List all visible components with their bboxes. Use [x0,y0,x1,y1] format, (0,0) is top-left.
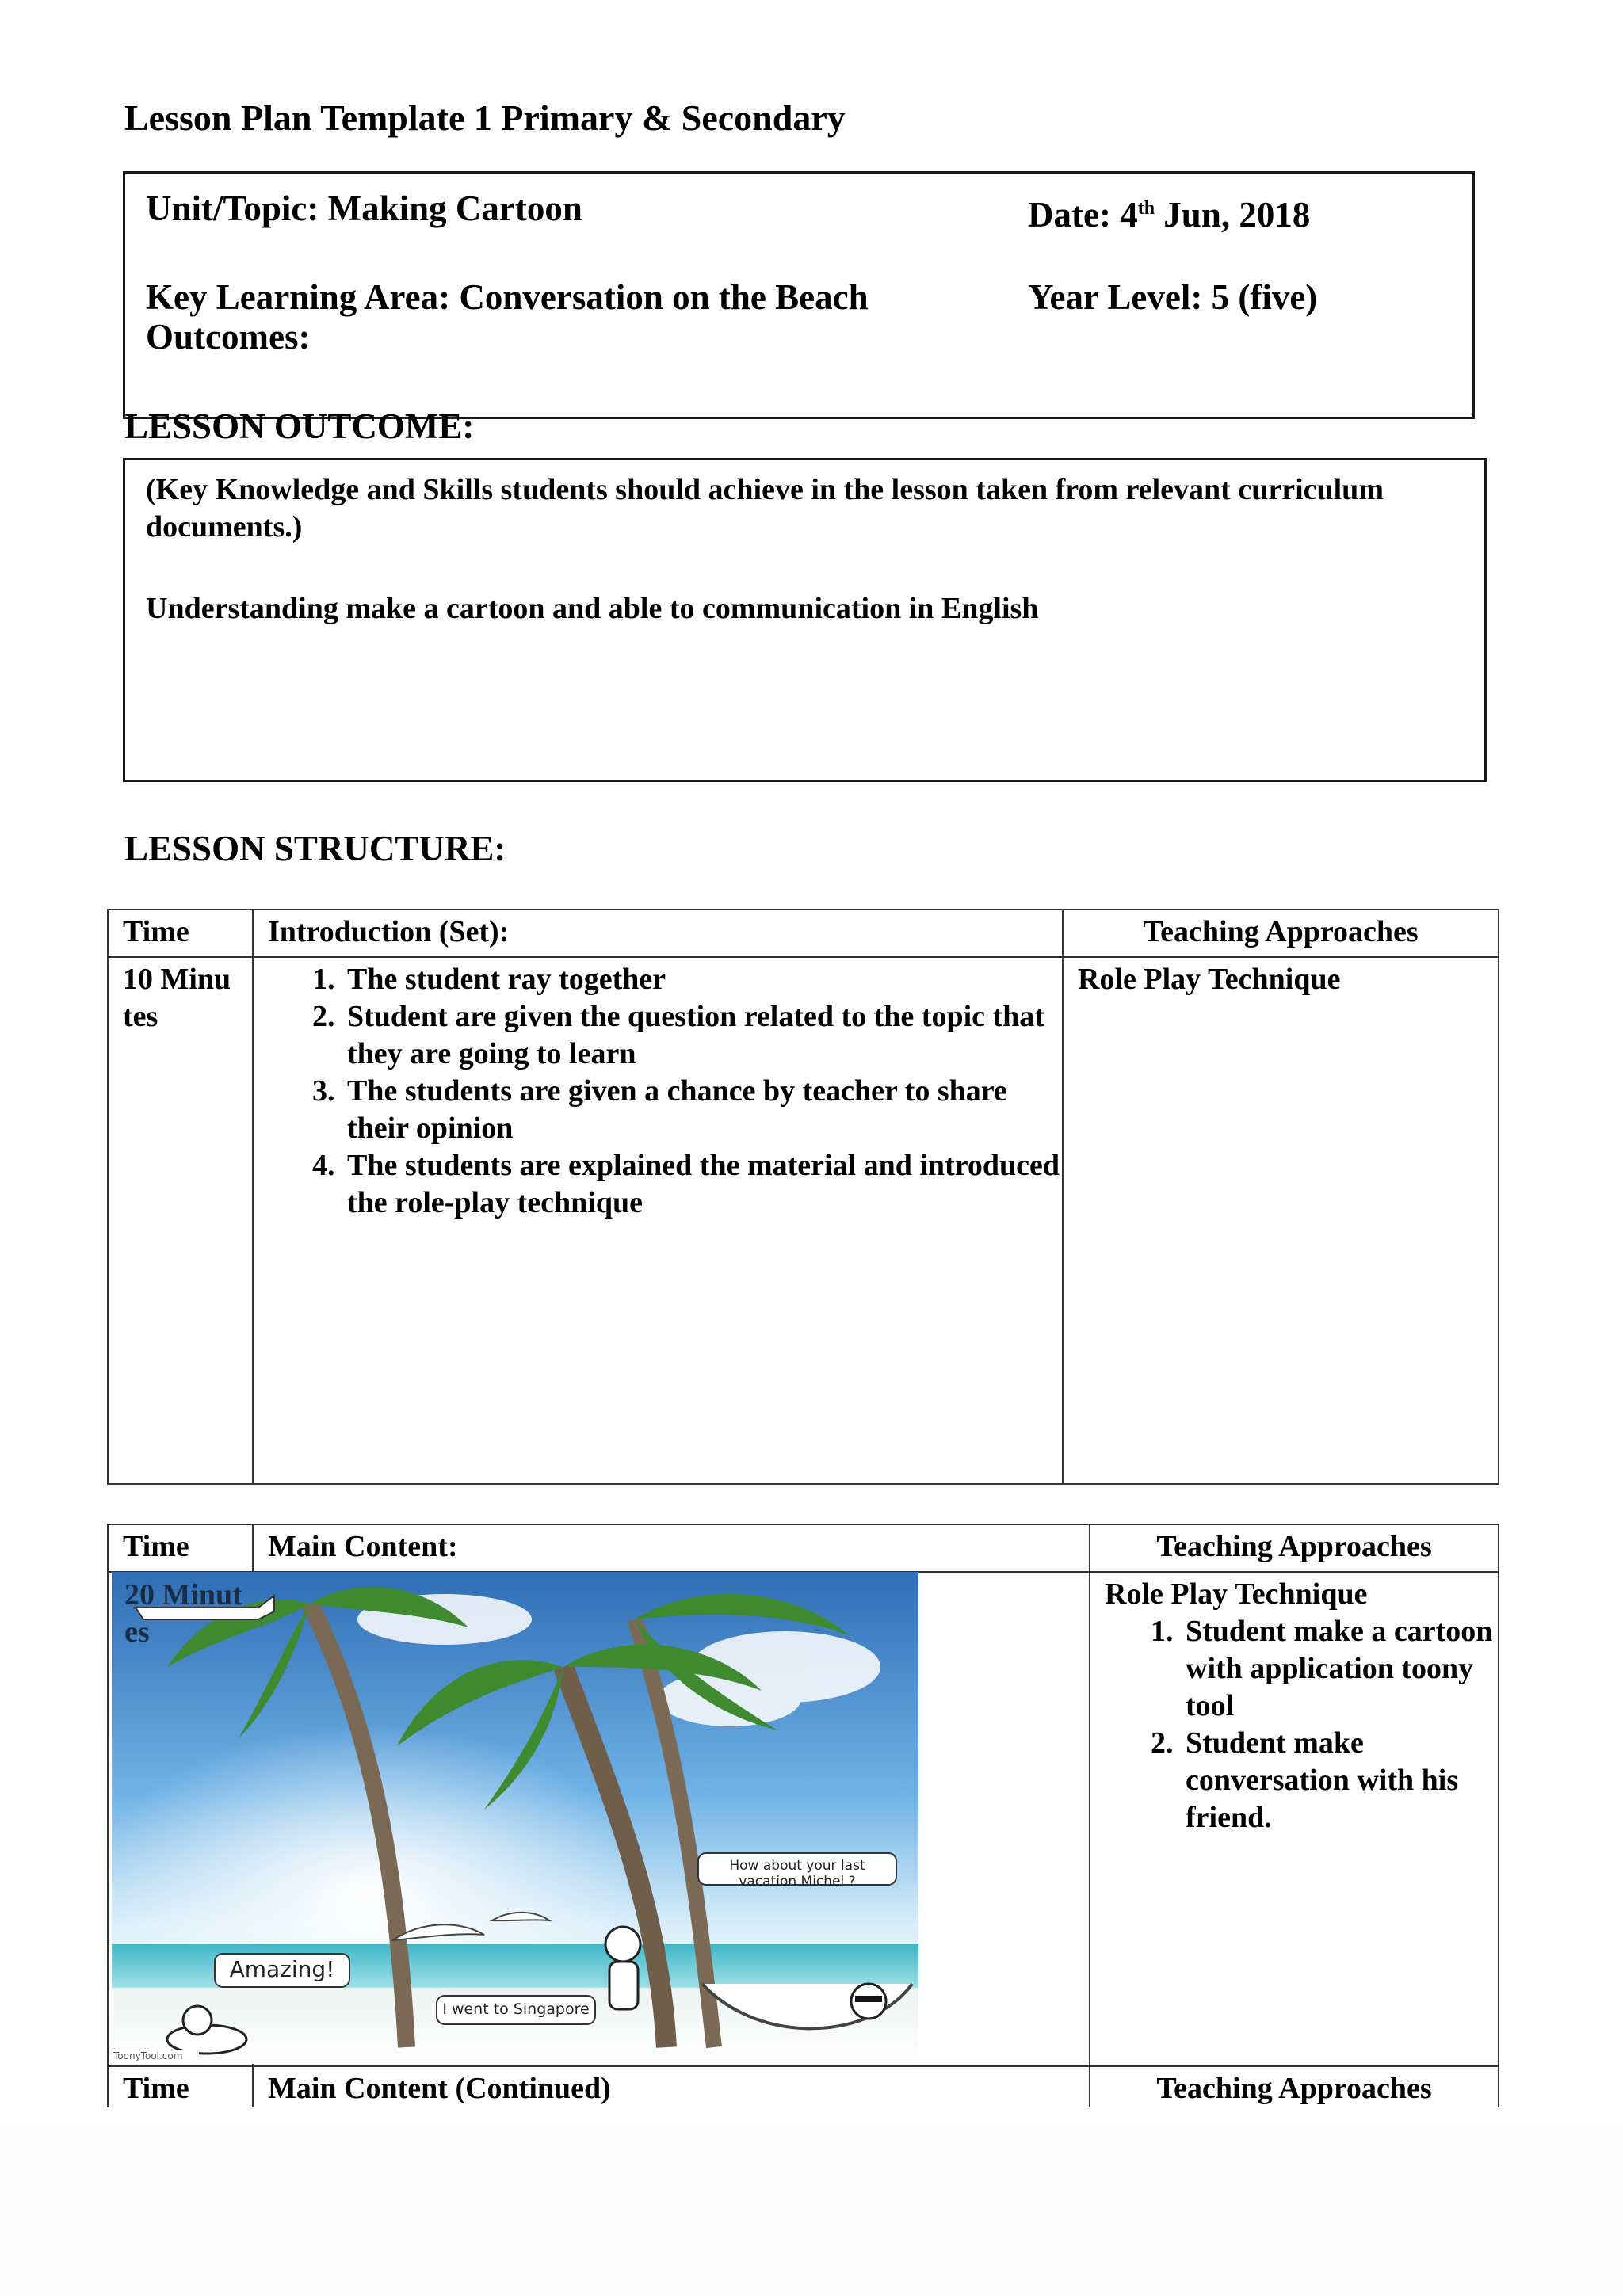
intro-steps-cell [253,957,1063,1484]
unit-topic: Unit/Topic: Making Cartoon [146,189,582,228]
date-suffix: Jun, 2018 [1155,195,1311,235]
document-title: Lesson Plan Template 1 Primary & Secondary [124,97,846,138]
continued-approach-header: Teaching Approaches [1090,2066,1499,2114]
intro-content-header: Introduction (Set): [253,910,1063,957]
intro-step: 4. The students are explained the material and introduced the role-play technique [342,1147,1062,1222]
intro-approach-cell: Role Play Technique [1063,957,1499,1484]
intro-step: 3. The students are given a chance by teacher to share their opinion [342,1073,1062,1147]
bubble-singapore: I went to Singapore [442,2000,590,2018]
outcomes-label: Outcomes: [146,317,311,357]
main-step: 1. Student make a cartoon with application toony tool [1181,1613,1498,1725]
introduction-table [107,909,1499,1485]
year-level: Year Level: 5 (five) [1028,277,1318,317]
outcome-note: (Key Knowledge and Skills students should achieve in the lesson taken from relevant curriculum documents.) [146,473,1384,543]
intro-step: 2. Student are given the question related to the topic that they are going to learn [342,998,1062,1073]
intro-time-cell: 10 Minutes [108,957,253,1484]
header-box [123,171,1475,419]
toonytool-watermark: ToonyTool.com [113,2050,183,2061]
main-steps-list [1090,1613,1498,1836]
lesson-structure-heading: LESSON STRUCTURE: [124,829,506,868]
date-prefix: Date: 4 [1028,195,1138,235]
intro-steps-list [254,958,1062,1222]
intro-time-header: Time [108,910,253,957]
key-learning-area: Key Learning Area: Conversation on the Beach [146,277,869,317]
main-step: 2. Student make conversation with his friend. [1181,1725,1498,1836]
outcome-text: Understanding make a cartoon and able to communication in English [146,592,1039,625]
lesson-outcome-heading: LESSON OUTCOME: [124,406,475,446]
main-approach-cell: Role Play Technique 1. Student make a cartoon with application toony tool 2. Student make conversation with his friend. [1090,1572,1499,2066]
main-time-header: Time [108,1524,253,1572]
main-approach-header: Teaching Approaches [1090,1524,1499,1572]
intro-step: 1. The student ray together [342,961,1062,998]
bubble-amazing: Amazing! [229,1956,335,1982]
continued-time-header: Time [108,2066,253,2114]
main-time-value: 20 Minutes [124,1578,242,1649]
intro-approach-header: Teaching Approaches [1063,910,1499,957]
continued-content-header: Main Content (Continued) [253,2066,1090,2114]
main-content-header: Main Content: [253,1524,1090,1572]
lesson-outcome-box [123,458,1487,782]
lesson-date [1028,188,1310,235]
bubble-question: How about your last vacation Michel ? [729,1858,865,1890]
page-bottom-margin [0,2107,1623,2296]
date-superscript: th [1137,198,1155,219]
